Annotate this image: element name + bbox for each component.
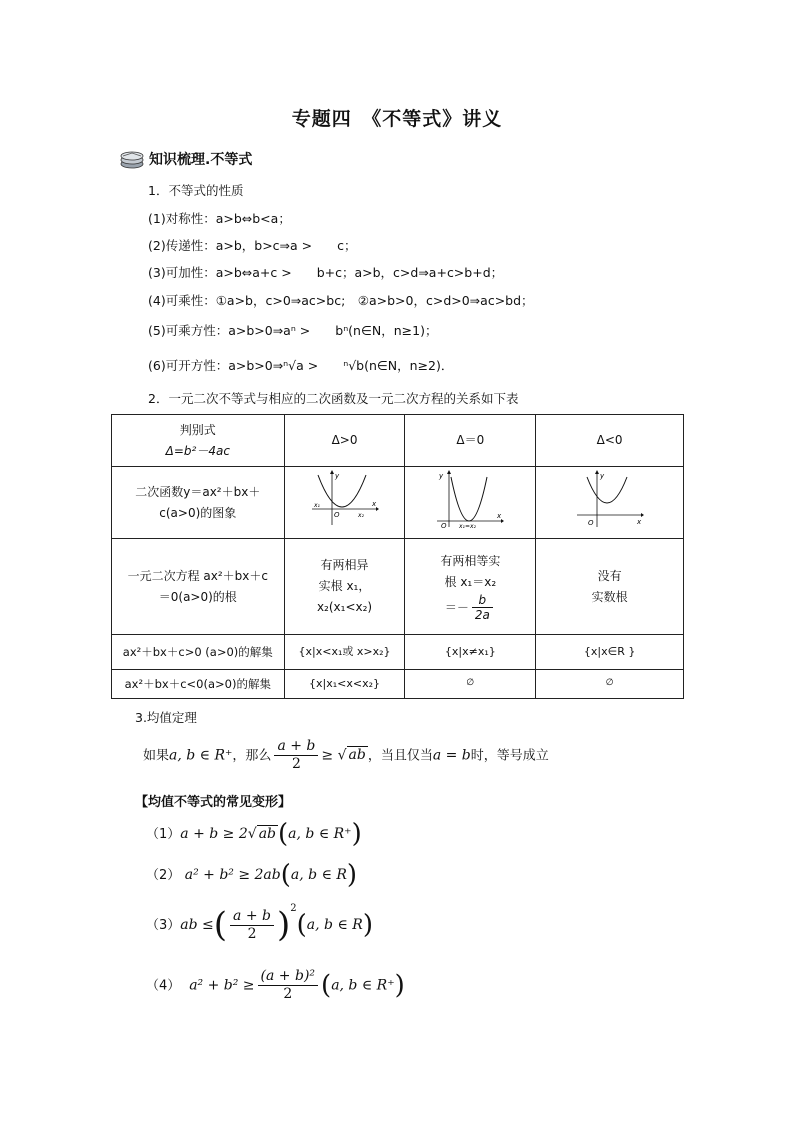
property-item: (5)可乘方性：a>b>0⇒aⁿ > bⁿ(n∈N，n≥1)； — [148, 323, 438, 338]
table-cell: 有两相等实 根 x₁＝x₂ ＝－ $\frac{b}{2a}$ — [405, 539, 536, 635]
property-item: (3)可加性：a>b⇔a+c > b+c；a>b，c>d⇒a+c>b+d； — [148, 265, 504, 280]
origin-label: O — [441, 522, 447, 529]
property-item: (6)可开方性：a>b>0⇒ⁿ√a > ⁿ√b(n∈N，n≥2)． — [148, 358, 454, 373]
table-cell — [284, 467, 405, 539]
variant-4: （4） a² + b² ≥ $\frac{\text{(a + b)²}}{2}$ (a, b ∈ R⁺) — [146, 968, 405, 1002]
table-cell: ∅ — [536, 670, 684, 699]
variant-3: （3）ab ≤( $\frac{a + b}{2}$ )$^2$(a, b ∈ R) — [146, 903, 373, 945]
parabola-one-root-graph — [435, 469, 505, 529]
property-item: (2)传递性：a>b，b>c⇒a > c； — [148, 238, 357, 253]
axis-label-y: y — [334, 472, 339, 480]
table-cell: Δ<0 — [536, 415, 684, 467]
parabola-two-roots-graph — [310, 469, 380, 529]
property-item: (1)对称性：a>b⇔b<a； — [148, 211, 291, 226]
property-item: (4)可乘性：①a>b，c>0⇒ac>bc; ②a>b>0，c>d>0⇒ac>bd； — [148, 293, 534, 308]
table-row — [112, 539, 684, 635]
axis-label-x: x — [371, 500, 376, 508]
parabola-no-root-graph — [575, 469, 645, 529]
axis-label-y: y — [599, 472, 604, 480]
variant-2: （2） a² + b² ≥ 2ab(a, b ∈ R) — [146, 860, 358, 890]
table-row — [112, 635, 684, 670]
table-row — [112, 467, 684, 539]
table-cell: 判别式 Δ=b²－4ac — [112, 415, 285, 467]
variants-heading: 【均值不等式的常见变形】 — [135, 795, 292, 810]
table-cell: {x|x∈R } — [536, 635, 684, 670]
root-label: x₁=x₂ — [459, 523, 477, 529]
page-title: 专题四 《不等式》讲义 — [291, 108, 503, 130]
table-cell: {x|x<x₁或 x>x₂} — [284, 635, 405, 670]
table-cell — [536, 467, 684, 539]
table-cell: 二次函数y＝ax²＋bx＋ c(a>0)的图象 — [112, 467, 285, 539]
table-cell: 一元二次方程 ax²＋bx＋c ＝0(a>0)的根 — [112, 539, 285, 635]
section-label: 知识梳理.不等式 — [149, 152, 253, 168]
table-cell: ax²＋bx＋c<0(a>0)的解集 — [112, 670, 285, 699]
origin-label: O — [333, 511, 340, 519]
root-label: x₁ — [313, 502, 320, 509]
quadratic-relation-table — [111, 414, 684, 699]
table-row — [112, 415, 684, 467]
axis-label-x: x — [636, 518, 641, 526]
table-cell: {x|x₁<x<x₂} — [284, 670, 405, 699]
properties-heading: 1．不等式的性质 — [148, 183, 244, 198]
table-cell: Δ>0 — [284, 415, 405, 467]
table-cell: ax²＋bx＋c>0 (a>0)的解集 — [112, 635, 285, 670]
origin-label: O — [587, 519, 594, 527]
axis-label-y: y — [439, 472, 444, 480]
mean-theorem: 如果a, b ∈ R⁺，那么 $\frac{a + b}{2}$ ≥ √ ab ，当且仅当a = b时，等号成立 — [143, 738, 549, 772]
table-cell: 有两相异 实根 x₁， x₂(x₁<x₂) — [284, 539, 405, 635]
table-cell: Δ＝0 — [405, 415, 536, 467]
table-row — [112, 670, 684, 699]
table-cell: {x|x≠x₁} — [405, 635, 536, 670]
table-cell: 没有 实数根 — [536, 539, 684, 635]
axis-label-x: x — [497, 512, 502, 520]
table-intro: 2．一元二次不等式与相应的二次函数及一元二次方程的关系如下表 — [148, 391, 519, 406]
variant-1: （1）a + b ≥ 2√ ab(a, b ∈ R⁺) — [146, 819, 362, 849]
section-heading — [120, 148, 252, 170]
mean-heading: 3.均值定理 — [135, 710, 197, 725]
books-icon — [120, 149, 144, 169]
table-cell — [405, 467, 536, 539]
table-cell: ∅ — [405, 670, 536, 699]
root-label: x₂ — [357, 512, 364, 519]
